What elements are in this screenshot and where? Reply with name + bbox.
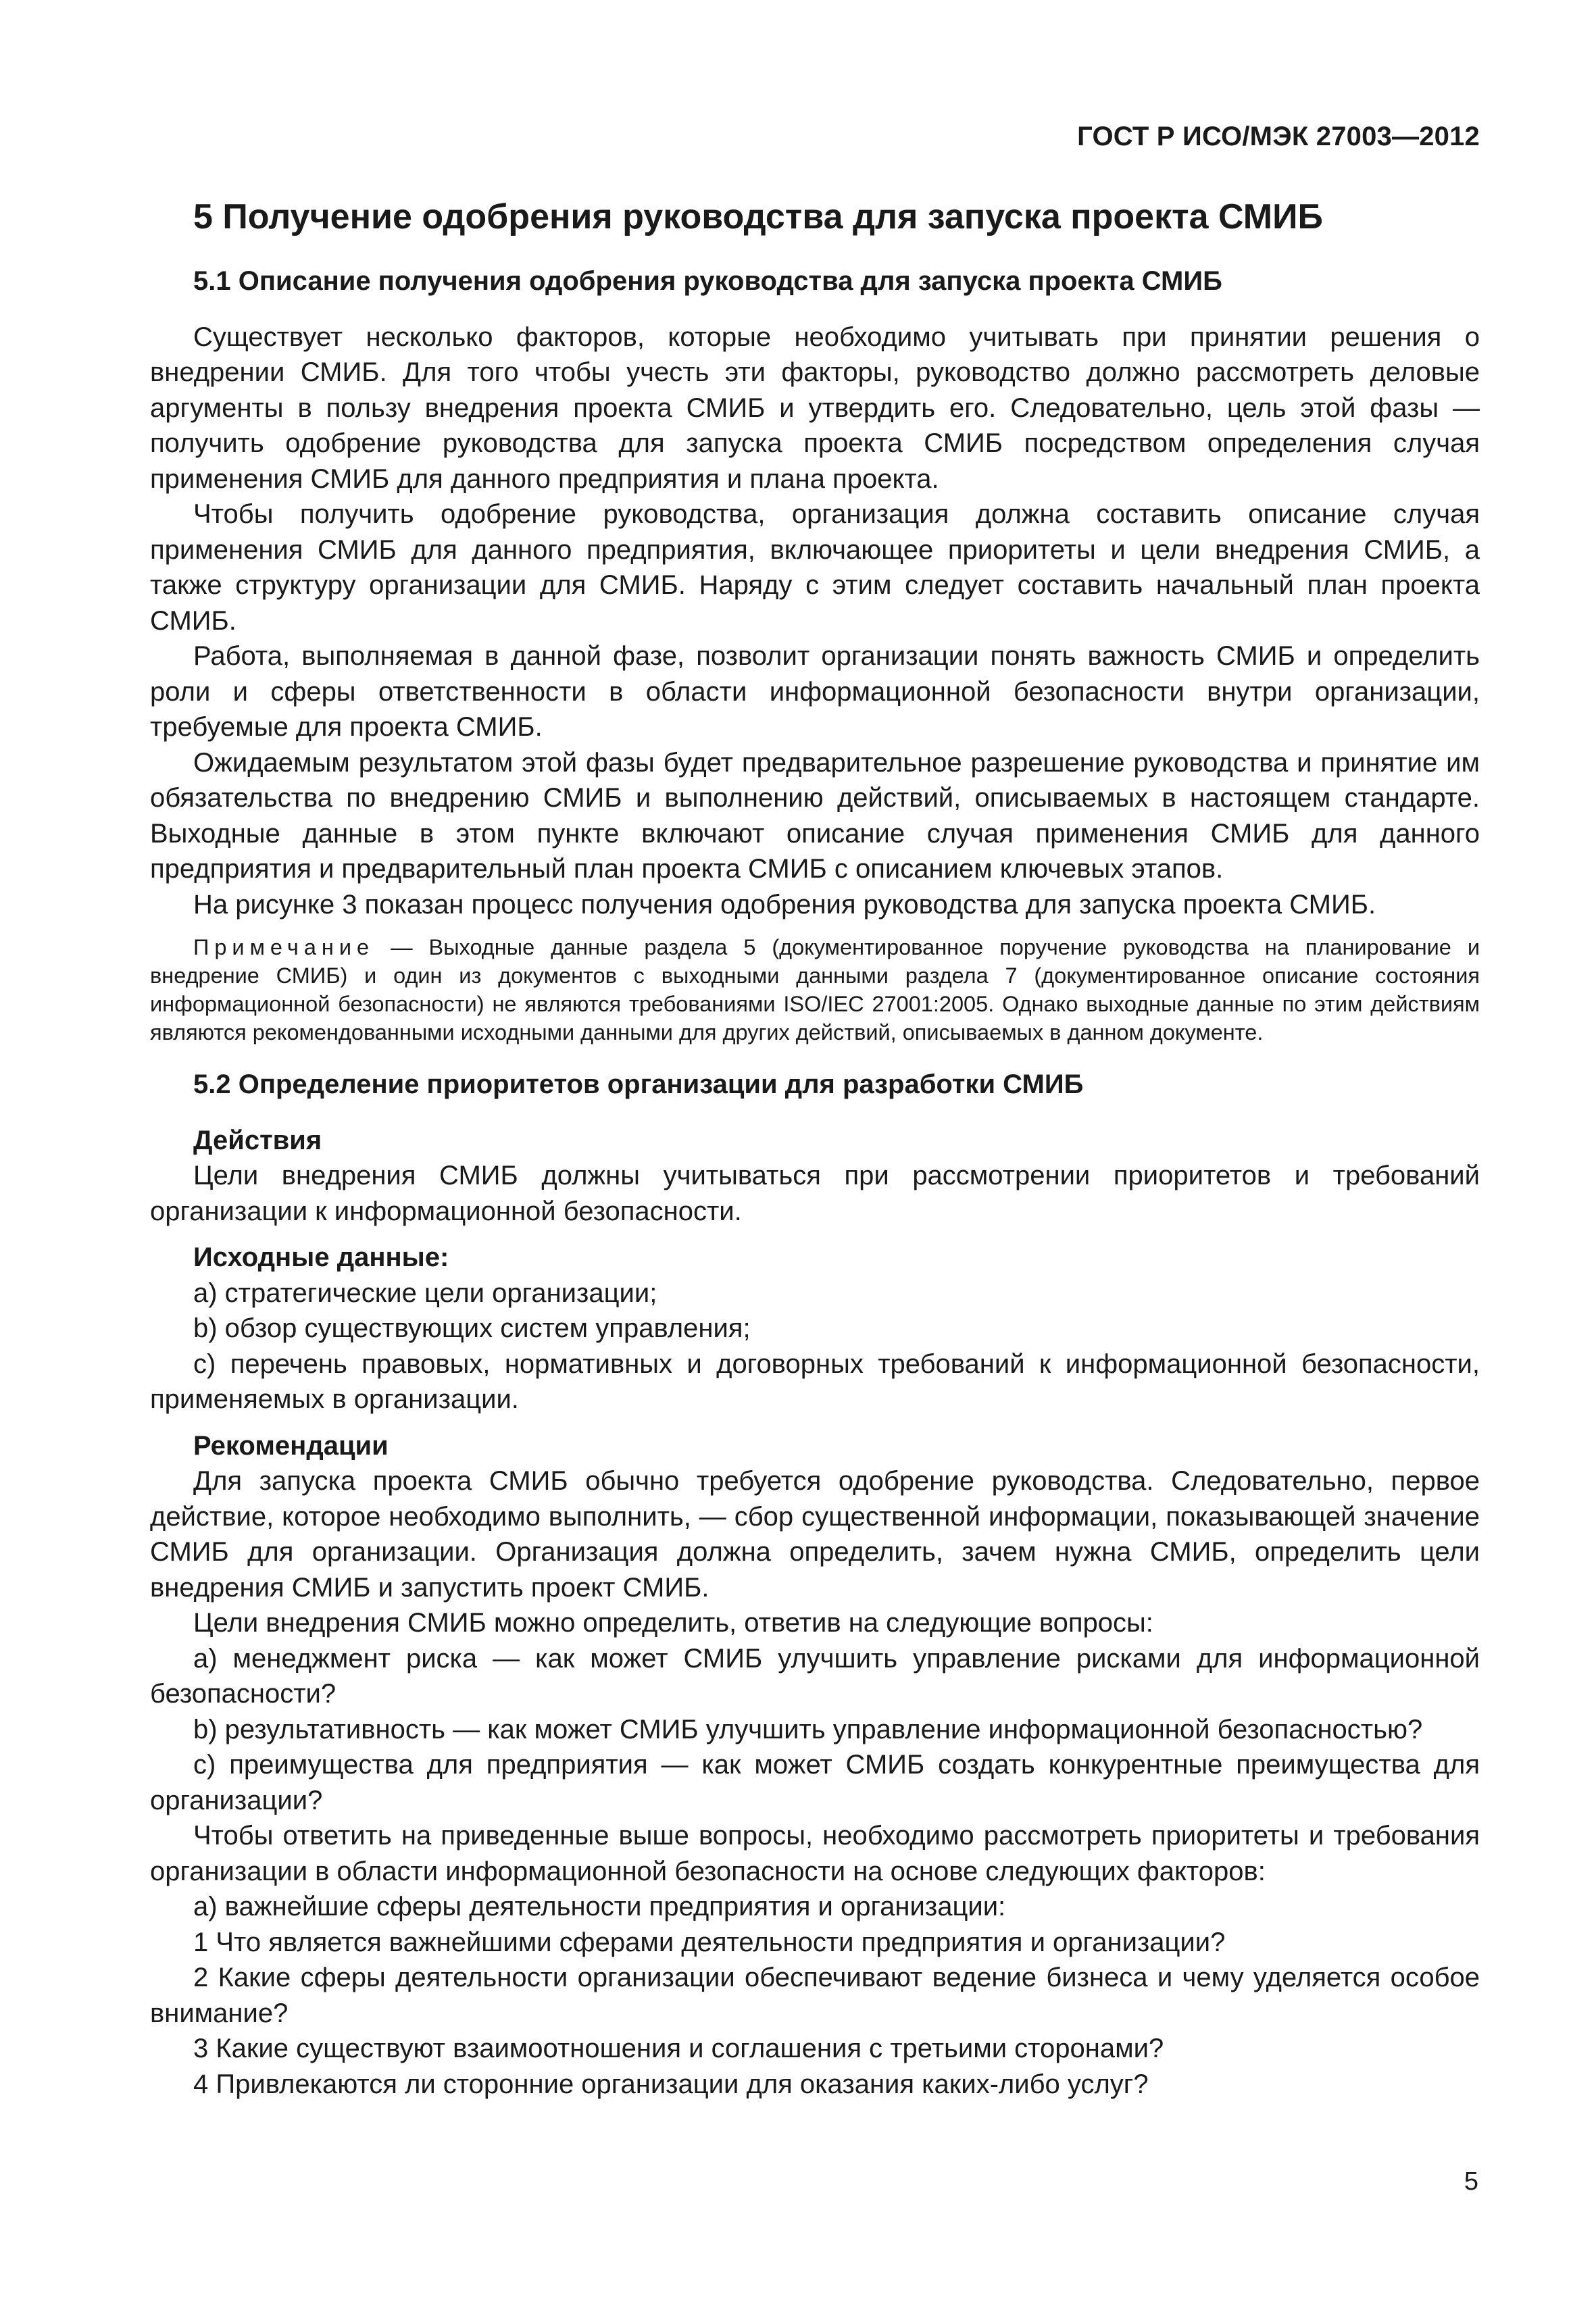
page-number: 5 <box>1464 2167 1478 2196</box>
paragraph: Существует несколько факторов, которые необходимо учитывать при принятии решения о внедрении СМИБ. Для того чтобы учесть эти факторы, руководство должно рассмотреть деловые аргументы в пользу внедрения проекта СМИБ и утвердить его. Следовательно, цель этой фазы — получить одобрение руководства для запуска проекта СМИБ посредством определения случая применения СМИБ для данного предприятия и плана проекта. <box>150 322 1480 494</box>
standard-code-header: ГОСТ Р ИСО/МЭК 27003—2012 <box>1077 122 1480 151</box>
list-item: 3 Какие существуют взаимоотношения и соглашения с третьими сторонами? <box>193 2034 1164 2063</box>
paragraph: Цели внедрения СМИБ должны учитываться при рассмотрении приоритетов и требований организации к информационной безопасности. <box>150 1161 1480 1226</box>
section-5-heading: 5 Получение одобрения руководства для запуска проекта СМИБ <box>193 197 1323 236</box>
note-text: — Выходные данные раздела 5 (документированное поручение руководства на планирование и внедрение СМИБ) и один из документов с выходными данными раздела 7 (документированное описание состояния информационной безопасности) не являются требованиями ISO/IEC 27001:2005. Однако выходные данные по этим действиям являются рекомендованными исходными данными для других действий, описываемых в данном документе. <box>150 935 1480 1045</box>
page-content <box>150 195 1480 2102</box>
list-item: 4 Привлекаются ли сторонние организации для оказания каких-либо услуг? <box>193 2069 1149 2099</box>
actions-heading: Действия <box>193 1125 322 1155</box>
paragraph: Чтобы ответить на приведенные выше вопросы, необходимо рассмотреть приоритеты и требования организации в области информационной безопасности на основе следующих факторов: <box>150 1821 1480 1886</box>
list-item: с) перечень правовых, нормативных и договорных требований к информационной безопасности, применяемых в организации. <box>150 1349 1480 1414</box>
paragraph: Работа, выполняемая в данной фазе, позволит организации понять важность СМИБ и определить роли и сферы ответственности в области информационной безопасности внутри организации, требуемые для проекта СМИБ. <box>150 641 1480 742</box>
list-item: с) преимущества для предприятия — как может СМИБ создать конкурентные преимущества для организации? <box>150 1750 1480 1815</box>
section-5-2-heading: 5.2 Определение приоритетов организации для разработки СМИБ <box>193 1070 1084 1099</box>
inputs-heading: Исходные данные: <box>193 1242 449 1272</box>
list-item: 2 Какие сферы деятельности организации обеспечивают ведение бизнеса и чему уделяется особое внимание? <box>150 1963 1480 2028</box>
paragraph: Чтобы получить одобрение руководства, организация должна составить описание случая применения СМИБ для данного предприятия, включающее приоритеты и цели внедрения СМИБ, а также структуру организации для СМИБ. Наряду с этим следует составить начальный план проекта СМИБ. <box>150 499 1480 636</box>
list-item: b) результативность — как может СМИБ улучшить управление информационной безопасностью? <box>193 1714 1423 1744</box>
paragraph: Ожидаемым результатом этой фазы будет предварительное разрешение руководства и принятие им обязательства по внедрению СМИБ и выполнению действий, описываемых в настоящем стандарте. Выходные данные в этом пункте включают описание случая применения СМИБ для данного предприятия и предварительный план проекта СМИБ с описанием ключевых этапов. <box>150 747 1480 884</box>
list-item: 1 Что является важнейшими сферами деятельности предприятия и организации? <box>193 1927 1226 1957</box>
list-item: b) обзор существующих систем управления; <box>193 1313 751 1343</box>
section-5-1-heading: 5.1 Описание получения одобрения руководства для запуска проекта СМИБ <box>193 266 1222 296</box>
paragraph: Для запуска проекта СМИБ обычно требуется одобрение руководства. Следовательно, первое действие, которое необходимо выполнить, — сбор существенной информации, показывающей значение СМИБ для организации. Организация должна определить, зачем нужна СМИБ, определить цели внедрения СМИБ и запустить проект СМИБ. <box>150 1466 1480 1603</box>
list-item: а) важнейшие сферы деятельности предприятия и организации: <box>193 1892 1006 1921</box>
note-label: Примечание <box>193 935 375 959</box>
paragraph: На рисунке 3 показан процесс получения одобрения руководства для запуска проекта СМИБ. <box>193 889 1376 920</box>
recommendations-heading: Рекомендации <box>193 1430 389 1461</box>
note <box>150 933 1480 1047</box>
list-item: а) стратегические цели организации; <box>193 1278 657 1308</box>
paragraph: Цели внедрения СМИБ можно определить, ответив на следующие вопросы: <box>193 1608 1153 1638</box>
list-item: а) менеджмент риска — как может СМИБ улучшить управление рисками для информационной безопасности? <box>150 1643 1480 1709</box>
